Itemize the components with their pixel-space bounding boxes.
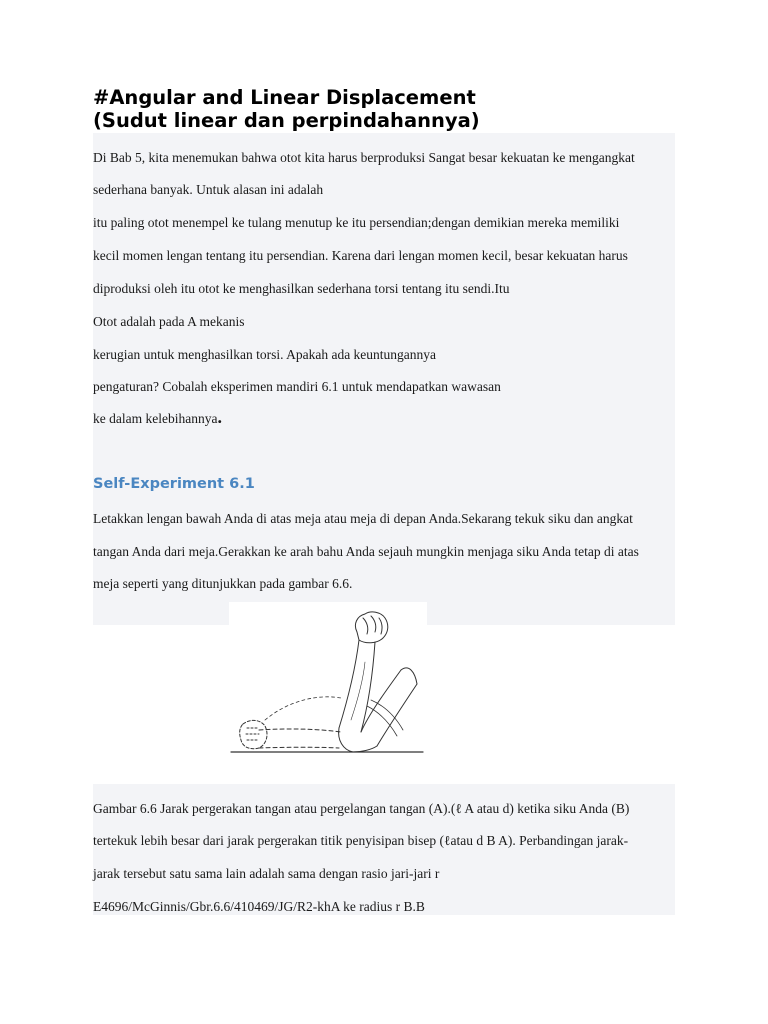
intro-line-4: kecil momen lengan tentang itu persendian. Karena dari lengan momen kecil, besar kekuatan harus	[93, 248, 628, 263]
caption-line-4: E4696/McGinnis/Gbr.6.6/410469/JG/R2-khA ke radius r B.B	[93, 899, 425, 914]
intro-line-2: sederhana banyak. Untuk alasan ini adalah	[93, 182, 324, 197]
experiment-line-1: Letakkan lengan bawah Anda di atas meja atau meja di depan Anda.Sekarang tekuk siku dan angkat	[93, 511, 633, 526]
arm-flexion-illustration-icon	[229, 602, 427, 758]
figure-6-6	[229, 602, 427, 758]
page-title	[93, 86, 653, 132]
intro-line-9	[93, 409, 222, 427]
experiment-line-2: tangan Anda dari meja.Gerakkan ke arah bahu Anda sejauh mungkin menjaga siku Anda tetap di atas	[93, 544, 639, 559]
intro-line-3: itu paling otot menempel ke tulang menutup ke itu persendian;dengan demikian mereka memiliki	[93, 215, 620, 230]
caption-line-3: jarak tersebut satu sama lain adalah sama dengan rasio jari-jari r	[93, 866, 440, 881]
caption-line-1: Gambar 6.6 Jarak pergerakan tangan atau pergelangan tangan (A).(ℓ A atau d) ketika siku Anda (B)	[93, 801, 630, 816]
intro-line-6: Otot adalah pada A mekanis	[93, 314, 245, 329]
title-line-2: (Sudut linear dan perpindahannya)	[93, 109, 480, 132]
title-line-1: #Angular and Linear Displacement	[93, 86, 476, 109]
intro-line-1: Di Bab 5, kita menemukan bahwa otot kita harus berproduksi Sangat besar kekuatan ke mengangkat	[93, 150, 635, 165]
section-heading: Self-Experiment 6.1	[93, 476, 255, 492]
intro-line-7: kerugian untuk menghasilkan torsi. Apakah ada keuntungannya	[93, 347, 437, 362]
intro-line-9-text: ke dalam kelebihannya	[93, 411, 218, 426]
caption-line-2: tertekuk lebih besar dari jarak pergerakan titik penyisipan bisep (ℓatau d B A). Perbandingan jarak-	[93, 833, 629, 848]
intro-end-mark: .	[217, 407, 222, 427]
intro-line-5: diproduksi oleh itu otot ke menghasilkan sederhana torsi tentang itu sendi.Itu	[93, 281, 510, 296]
intro-line-8: pengaturan? Cobalah eksperimen mandiri 6.1 untuk mendapatkan wawasan	[93, 379, 501, 394]
experiment-line-3: meja seperti yang ditunjukkan pada gambar 6.6.	[93, 576, 353, 591]
